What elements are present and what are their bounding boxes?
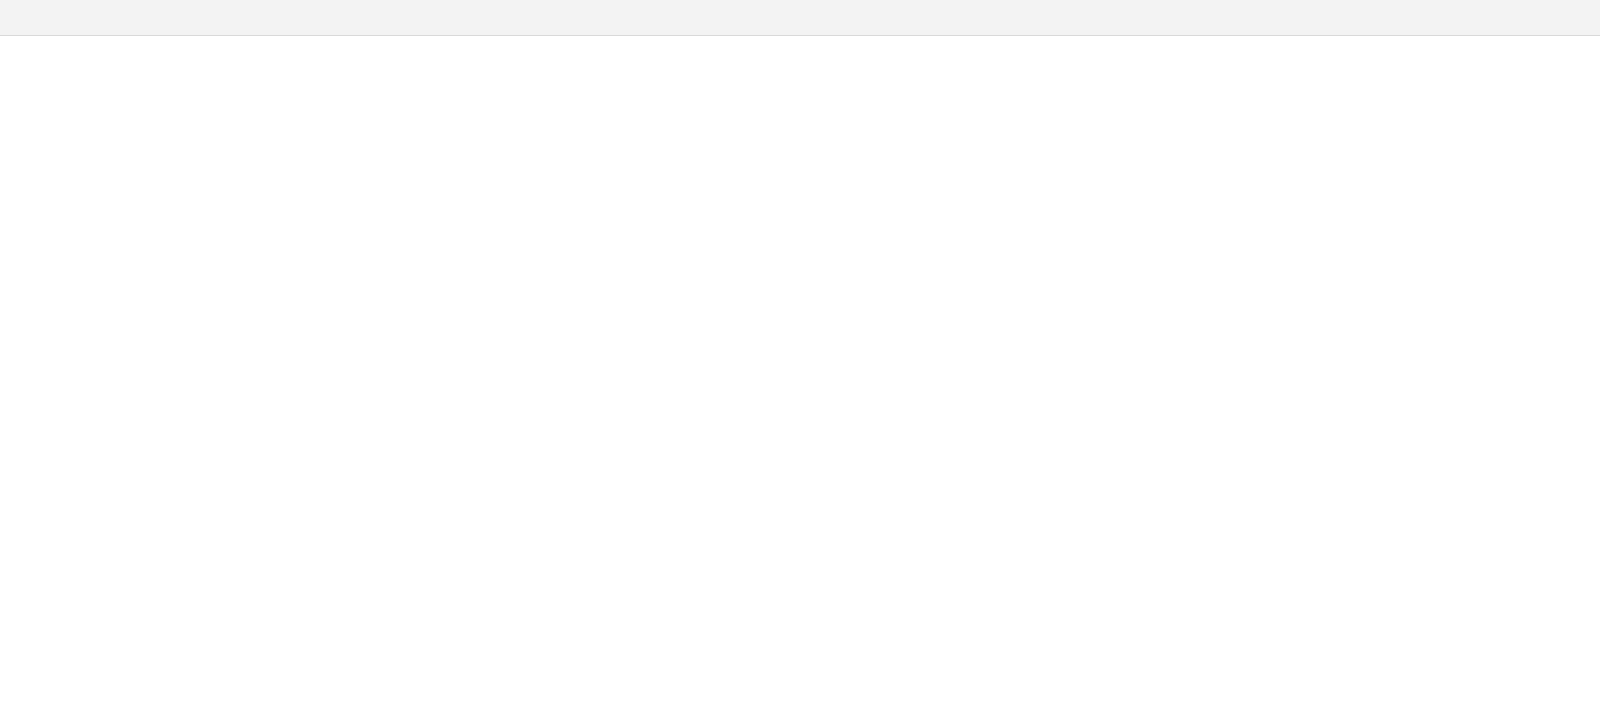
content-area: [0, 36, 1600, 720]
title-bar: [0, 0, 1600, 36]
